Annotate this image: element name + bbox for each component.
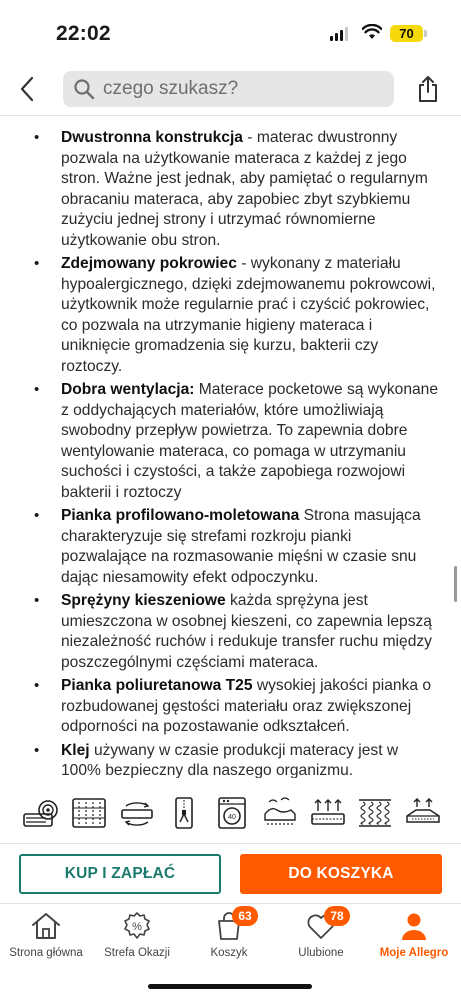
svg-text:%: % [132, 921, 142, 933]
feature-term: Dwustronna konstrukcja [61, 129, 243, 146]
app-header [0, 62, 461, 116]
list-item [0, 128, 461, 251]
search-input[interactable] [63, 71, 394, 107]
feature-text: Strona masująca charakteryzuje się strefami rozkroju pianki pozwalające na rozmasowanie mięśni w czasie snu dając niesamowity efekt odpoczynku. [61, 507, 421, 586]
search-placeholder: czego szukasz? [103, 78, 239, 99]
shopping-bag-icon [212, 909, 252, 942]
nav-label: Strona główna [9, 947, 83, 959]
hypoallergenic-icon [261, 795, 299, 831]
signal-icon [330, 27, 348, 41]
list-item [0, 380, 461, 503]
ventilation-icon [309, 795, 347, 831]
feature-text: Materace pocketowe są wykonane z oddychających materiałów, które umożliwiają swobodny przepływ powietrza. To zapewnia dobre wentylowanie materaca, co pomaga w utrzymaniu suchości i czystości, a także zapobiega rozwojowi bakterii i roztoczy [61, 381, 439, 501]
feature-text: - materac dwustronny pozwala na użytkowanie materaca z każdej z jego stron. Ważne jest jednak, aby pamiętać o regularnym obracaniu materaca, aby zapobiec zbyt szybkiemu zużyciu jednej strony i utrzymać równomierne użytkowanie obu stron. [61, 129, 428, 249]
zipper-icon [165, 795, 203, 831]
feature-term: Zdejmowany pokrowiec [61, 255, 237, 272]
nav-label: Ulubione [298, 947, 344, 959]
share-button[interactable] [413, 72, 443, 106]
product-description [0, 128, 461, 778]
nav-label: Strefa Okazji [104, 947, 170, 959]
buy-now-button[interactable]: KUP I ZAPŁAĆ [19, 854, 221, 894]
user-icon [397, 910, 431, 942]
favorites-count-badge: 78 [324, 906, 350, 926]
feature-term: Klej [61, 741, 90, 759]
rotate-mattress-icon [118, 795, 156, 831]
back-button[interactable] [12, 72, 42, 106]
status-bar [0, 0, 461, 62]
percent-badge-icon [120, 910, 154, 942]
breathable-layer-icon [404, 795, 442, 831]
nav-item-home[interactable] [0, 910, 92, 966]
feature-term: Pianka poliuretanowa T25 [61, 677, 253, 694]
list-item [0, 506, 461, 588]
nav-item-my-allegro[interactable] [368, 910, 460, 966]
feature-term: Pianka profilowano-moletowana [61, 507, 300, 524]
list-item [0, 254, 461, 377]
home-icon [29, 910, 63, 942]
list-item [0, 741, 461, 779]
add-to-cart-button[interactable]: DO KOSZYKA [240, 854, 442, 894]
bullet: • [34, 507, 40, 524]
chevron-left-icon [19, 76, 35, 102]
heart-icon [304, 909, 344, 942]
nav-item-cart[interactable] [183, 910, 275, 966]
bullet: • [34, 741, 40, 759]
nav-item-deals[interactable] [91, 910, 183, 966]
feature-list [0, 128, 461, 778]
share-icon [416, 75, 440, 103]
list-item [0, 591, 461, 673]
cart-count-badge: 63 [232, 906, 258, 926]
battery-icon: 70 [390, 25, 423, 42]
status-time: 22:02 [56, 22, 111, 45]
springs-coil-icon [356, 795, 394, 831]
nav-label: Koszyk [210, 947, 248, 959]
feature-text: - wykonany z materiału hypoalergicznego, dzięki zdejmowanemu pokrowcowi, użytkownik może regularnie prać i czyścić pokrowiec, co pozwala na utrzymanie higieny materaca i uniknięcie gromadzenia się kurzu, bakterii czy roztoczy. [61, 255, 436, 375]
feature-term: Sprężyny kieszeniowe [61, 592, 226, 609]
home-indicator [148, 984, 312, 989]
svg-text:40: 40 [228, 814, 236, 821]
wifi-icon [362, 24, 382, 40]
washing-machine-icon [213, 795, 251, 831]
bullet: • [34, 381, 40, 398]
nav-label: Moje Allegro [379, 947, 449, 959]
bullet: • [34, 255, 40, 272]
feature-text: wysokiej jakości pianka o rozbudowanej gęstości materiału oraz zwiększonej odporności na pozostawanie odkształceń. [61, 677, 432, 735]
scrollbar[interactable] [454, 566, 457, 602]
pocket-springs-icon [70, 795, 108, 831]
list-item [0, 676, 461, 738]
search-icon [73, 78, 95, 100]
bullet: • [34, 592, 40, 609]
feature-icons-row [22, 793, 442, 833]
feature-text: każda sprężyna jest umieszczona w osobnej kieszeni, co zapewnia lepszą niezależność ruchów i redukuje transfer ruchu między poszczególnymi częściami materaca. [61, 592, 432, 671]
battery-cap [424, 30, 427, 37]
mattress-roll-icon [22, 795, 60, 831]
nav-item-favorites[interactable] [275, 910, 367, 966]
feature-term: Dobra wentylacja: [61, 381, 195, 398]
bullet: • [34, 129, 40, 146]
bullet: • [34, 677, 40, 694]
feature-text: używany w czasie produkcji materacy jest w 100% bezpieczny dla naszego organizmu. [61, 741, 399, 778]
purchase-actions [0, 843, 461, 903]
